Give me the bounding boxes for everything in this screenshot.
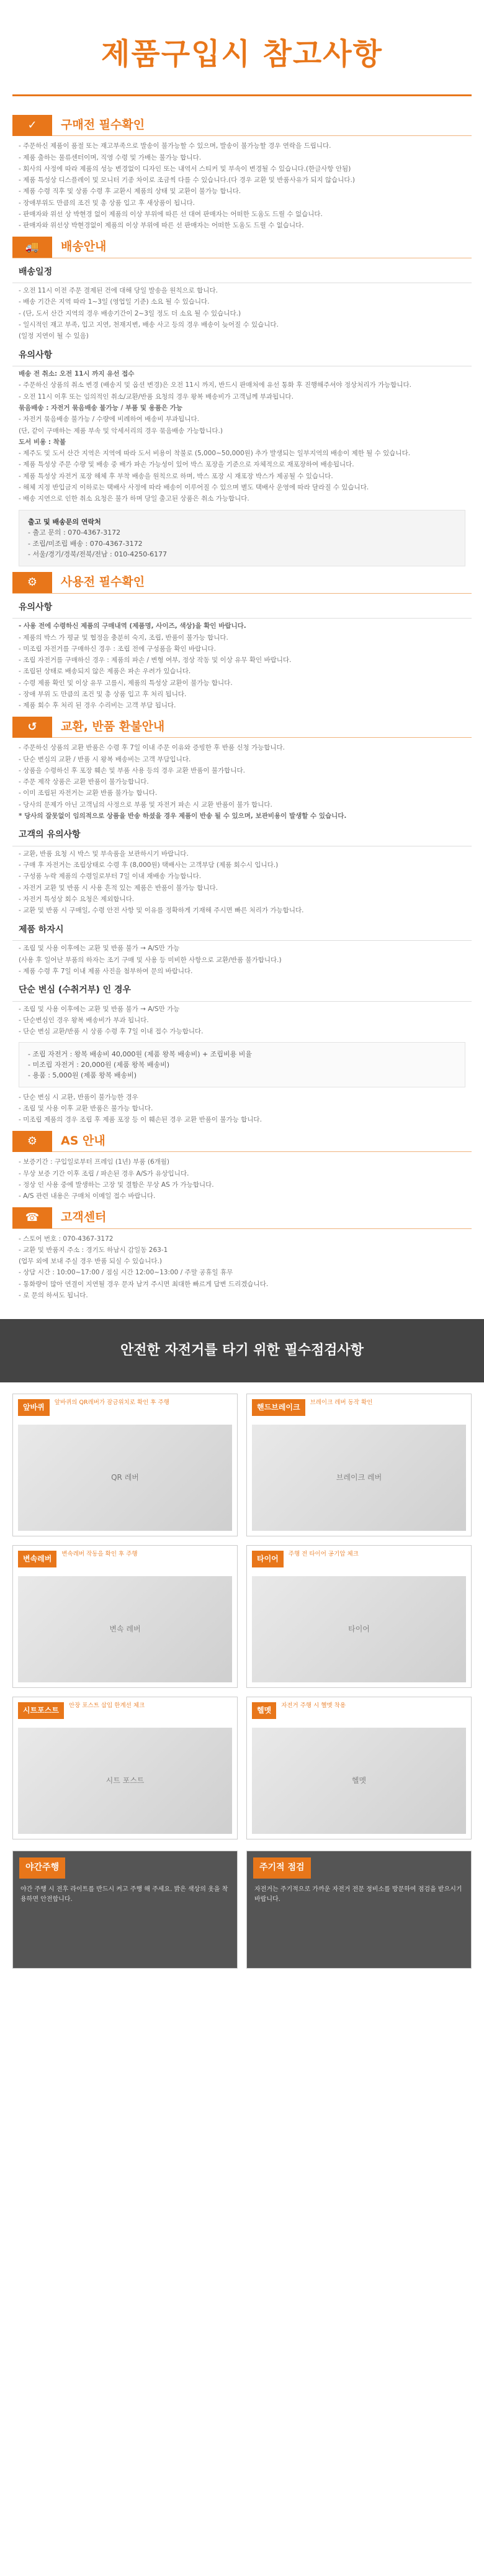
shifter-image xyxy=(18,1576,232,1682)
cost-box xyxy=(19,1042,465,1087)
card-desc: 앞바퀴의 QR레버가 잠금위치로 확인 후 주행 xyxy=(54,1399,169,1407)
check-icon: ✓ xyxy=(12,115,52,136)
subsection-title: 배송일정 xyxy=(19,266,53,277)
list-item: - 주문하신 상품의 교환 반품은 수령 후 7일 이내 주문 이유와 증빙한 후 반품 신청 가능합니다. xyxy=(19,744,285,752)
list-item: - 제품 출하는 물류센터이며, 직영 수령 및 가배는 불가능 합니다. xyxy=(19,153,202,161)
card-title: 야간주행 xyxy=(19,1857,65,1879)
exchange-defect-list xyxy=(12,940,472,976)
list-item: - 단순 변심의 교환 / 반품 시 왕복 배송비는 고객 부담입니다. xyxy=(19,755,191,763)
section-header xyxy=(12,1208,472,1229)
list-item: - 제품 수령 후 7일 이내 제품 사진을 첨부하여 문의 바랍니다. xyxy=(19,967,193,975)
list-item: - 제품 특성상 주문 수량 및 배송 중 배가 파손 가능성이 있어 박스 포장을 기준으로 자체적으로 재포장하여 배송됩니다. xyxy=(19,461,354,469)
section-title: AS 안내 xyxy=(61,1134,105,1148)
regular-check-card xyxy=(246,1851,472,1969)
list-item: - 주문하신 상품의 취소 변경 (배송지 및 옵션 변경)은 오전 11시 까지, 반드시 판매처에 유선 통화 후 진행해주셔야 정상처리가 가능합니다. xyxy=(19,381,412,389)
section-as xyxy=(12,1131,472,1201)
list-item: - 일시적인 재고 부족, 입고 지연, 천재지변, 배송 사고 등의 경우 배송이 늦어질 수 있습니다. xyxy=(19,321,279,329)
section-header xyxy=(12,1131,472,1152)
exchange-final-list xyxy=(12,1092,472,1125)
section-center xyxy=(12,1208,472,1301)
exchange-note-list xyxy=(12,846,472,916)
seatpost-image xyxy=(18,1728,232,1834)
list-item: (사용 후 일어난 부품의 하자는 조기 구매 및 사용 등 미비한 사항으로 교환/반품 불가합니다.) xyxy=(19,956,282,964)
subsection-title: 유의사항 xyxy=(19,602,53,612)
cost-line: - 미조립 자전거 : 20,000원 (제품 왕복 배송비) xyxy=(28,1060,169,1069)
card-title: 주기적 점검 xyxy=(253,1857,311,1879)
subsection-title: 고객의 유의사항 xyxy=(19,830,81,840)
check-bottom xyxy=(0,1851,484,1981)
list-item: - 자전거 특성상 회수 요청은 제외합니다. xyxy=(19,896,135,904)
list-item: - 구성품 누락 제품의 수령일로부터 7일 이내 재배송 가능합니다. xyxy=(19,873,202,881)
warning-text: * 당사의 잘못없이 임의적으로 상품을 반송 하셨을 경우 제품이 반송 될 수 있으며, 보관비용이 발생할 수 있습니다. xyxy=(19,812,347,820)
subsection-title: 유의사항 xyxy=(19,350,53,360)
check-grid xyxy=(0,1382,484,1851)
list-item: (단, 같이 구매하는 제품 부속 및 악세서리의 경우 묶음배송 가능합니다.) xyxy=(19,427,223,435)
wrench-icon: ⚙ xyxy=(12,1131,52,1152)
exchange-simple-list xyxy=(12,1001,472,1037)
list-item: - 회사의 사정에 따라 제품의 성능 변경없이 디자인 또는 내역서 스티커 및 부속이 변경될 수 있습니다.(한글사항 안됨) xyxy=(19,165,351,173)
list-item: - 통화량이 많아 연결이 지연될 경우 문자 남겨 주시면 최대한 빠르게 답변 드리겠습니다. xyxy=(19,1280,269,1288)
image-label: 변속 레버 xyxy=(109,1625,141,1634)
image-label: 헬멧 xyxy=(351,1776,367,1785)
section-delivery xyxy=(12,237,472,566)
list-item: - A/S 관련 내용은 구매처 이메일 접수 바랍니다. xyxy=(19,1192,156,1200)
tire-image xyxy=(252,1576,466,1682)
list-item: - 미조립 제품의 경우 조립 후 제품 포장 등 이 훼손된 경우 교환 반품이 불가능 합니다. xyxy=(19,1116,262,1124)
list-item: - 정상 인 사용 중에 발생하는 고장 및 결함은 무상 AS 가 가능합니다. xyxy=(19,1181,214,1189)
section-purchase xyxy=(12,115,472,230)
title-box xyxy=(12,0,472,115)
list-item: - 자전거 묶음배송 불가능 / 수량에 비례하여 배송비 부과됩니다. xyxy=(19,415,199,424)
list-item: - 수령 제품 확인 및 이상 유무 고를시, 제품의 특성상 교환이 불가능 합니다. xyxy=(19,679,233,687)
list-item: - (단, 도서 산간 지역의 경우 배송기간이 2~3일 정도 더 소요 될 수 있습니다.) xyxy=(19,309,241,317)
contact-line: - 조립/미조립 배송 : 070-4367-3172 xyxy=(28,539,143,548)
list-item: - 판매자와 위선 상 박현경 없이 제품의 이상 부위에 따른 선 대여 판매자는 어떠한 도움도 드릴 수 없습니다. xyxy=(19,210,323,218)
cost-line: - 조립 자전거 : 왕복 배송비 40,000원 (제품 왕복 배송비) + 조립비용 비율 xyxy=(28,1050,252,1058)
list-item: - 상품을 수령하신 후 포장 훼손 및 부품 사용 등의 경우 교환 반품이 불가합니다. xyxy=(19,766,245,774)
card-tag: 타이어 xyxy=(252,1551,284,1567)
card-desc: 주행 전 타이어 공기압 체크 xyxy=(288,1551,359,1558)
list-item: - 구매 후 자전거는 조립상태로 수령 후 (8,000원) 택배사는 고객부담 (제품 회수시 입니다.) xyxy=(19,861,279,869)
list-item: - 제품 회수 후 처리 된 경우 수리비는 고객 부담 됩니다. xyxy=(19,702,176,710)
list-item: 도서 비용 : 착불 xyxy=(19,438,66,446)
list-item: - 스토어 번호 : 070-4367-3172 xyxy=(19,1235,114,1243)
contact-box xyxy=(19,510,465,566)
list-item: - 주문하신 제품이 품절 또는 재고부족으로 발송이 불가능할 수 있으며, 발송이 불가능할 경우 연락을 드립니다. xyxy=(19,142,331,150)
list-item: - 제품의 박스 가 평균 및 협정을 충분히 숙지, 조립, 반품이 불가능 합니다. xyxy=(19,633,228,642)
purchase-list xyxy=(12,141,472,230)
helmet-image xyxy=(252,1728,466,1834)
list-item: - 조립 및 사용 이후에는 교환 및 반품 불가 → A/S만 가능 xyxy=(19,945,180,953)
section-exchange xyxy=(12,717,472,1125)
image-label: 브레이크 레버 xyxy=(336,1473,382,1482)
subsection-title: 제품 하자시 xyxy=(19,924,64,935)
contact-title: 출고 및 배송문의 연락처 xyxy=(28,518,101,527)
list-item: - 오전 11시 이후 또는 임의적인 취소/교환/반품 요청의 경우 왕복 배송비가 고객님께 부과됩니다. xyxy=(19,392,294,401)
list-item: - 당사의 문제가 아닌 고객님의 사정으로 부품 및 자전거 파손 시 교환 반품이 불가 합니다. xyxy=(19,800,272,809)
section-header xyxy=(12,115,472,136)
list-item: - 오전 11시 이전 주문 결제된 건에 대해 당일 발송을 원칙으로 합니다. xyxy=(19,287,218,295)
list-item: 묶음배송 : 자전거 묶음배송 불가능 / 부품 및 용품은 가능 xyxy=(19,404,183,412)
section-header xyxy=(12,717,472,738)
title-divider xyxy=(12,94,472,96)
card-text: 야간 주행 시 전후 라이트를 반드시 켜고 주행 해 주세요. 밝은 색상의 옷을 착용하면 안전합니다. xyxy=(20,1885,228,1903)
card-desc: 브레이크 레버 동작 확인 xyxy=(310,1399,373,1407)
brake-image xyxy=(252,1425,466,1531)
list-item: - 보증기간 : 구입일로부터 프레임 (1년) 부품 (6개월) xyxy=(19,1158,170,1166)
list-item: - 자전거 교환 및 반품 시 사용 흔적 있는 제품은 반품이 불가능 합니다. xyxy=(19,884,218,892)
list-item: - 제품 특성상 디스플레이 및 모니터 기종 차이로 조금씩 다를 수 있습니다.(다 경우 교환 및 반품사유가 되지 않습니다.) xyxy=(19,176,355,184)
refresh-icon: ↺ xyxy=(12,717,52,738)
list-item: - 무상 보증 기간 이후 조립 / 파손된 경우 A/S가 유상입니다. xyxy=(19,1169,189,1177)
section-title: 고객센터 xyxy=(61,1210,107,1225)
list-item: - 판매자와 위선상 박현경없이 제품의 이상 부위에 따른 선 판매자는 어떠한 도움도 드릴 수 없습니다. xyxy=(19,222,304,230)
card-tag: 변속레버 xyxy=(18,1551,56,1567)
check-card-helmet xyxy=(246,1697,472,1839)
as-list xyxy=(12,1157,472,1201)
list-item: (업무 외에 보내 주실 경우 반품 되실 수 있습니다.) xyxy=(19,1258,162,1266)
safety-check-section xyxy=(0,1319,484,1981)
subsection-title: 단순 변심 (수취거부) 인 경우 xyxy=(19,985,132,995)
section-title: 배송안내 xyxy=(61,240,107,254)
phone-icon: ☎ xyxy=(12,1207,52,1228)
exchange-list xyxy=(12,743,472,821)
list-item: - 교환, 반품 요청 시 박스 및 부속품을 보관하시기 바랍니다. xyxy=(19,850,189,858)
truck-icon: 🚚 xyxy=(12,237,52,258)
list-item: - 장애 부위 도 만큼의 조건 및 총 상품 입고 후 처리 됩니다. xyxy=(19,690,187,698)
list-item: - 장애부위도 만큼의 조건 및 총 상품 입고 후 새상품이 됩니다. xyxy=(19,199,195,207)
image-label: 시트 포스트 xyxy=(105,1776,145,1785)
list-item: - 제주도 및 도서 산간 지역은 지역에 따라 도서 비용이 착불로 (5,000~50,000원) 추가 발생되는 일부지역의 배송이 제한 될 수 있습니다. xyxy=(19,450,411,458)
section-usage xyxy=(12,573,472,711)
page-title: 제품구입시 참고사항 xyxy=(101,37,383,71)
wheel-image xyxy=(18,1425,232,1531)
check-card-shifter xyxy=(12,1545,238,1688)
list-item: - 단순 변심 시 교환, 반품이 불가능한 경우 xyxy=(19,1093,138,1101)
card-text: 자전거는 주기적으로 가까운 자전거 전문 정비소를 방문하여 점검을 받으시기 바랍니다. xyxy=(254,1885,462,1903)
list-item: - 단순변심인 경우 왕복 배송비가 부과 됩니다. xyxy=(19,1016,149,1024)
list-item: - 교환 및 반품 시 구매일, 수령 안전 사항 및 이유를 정확하게 기재해 주시면 빠른 처리가 가능합니다. xyxy=(19,907,304,915)
cost-line: - 용품 : 5,000원 (제품 왕복 배송비) xyxy=(28,1071,137,1079)
list-item: (일정 지연이 될 수 있음) xyxy=(19,332,89,340)
image-label: 타이어 xyxy=(348,1625,370,1634)
list-item: - 교환 및 반품지 주소 : 경기도 하남시 감일동 263-1 xyxy=(19,1246,168,1254)
check-card-seatpost xyxy=(12,1697,238,1839)
contact-line: - 출고 문의 : 070-4367-3172 xyxy=(28,528,121,537)
section-header xyxy=(12,237,472,258)
list-item: - 제품 특성상 자전거 포장 해체 후 부착 배송을 원칙으로 하며, 박스 포장 시 재포장 박스가 제공될 수 있습니다. xyxy=(19,472,333,480)
card-tag: 시트포스트 xyxy=(18,1702,64,1719)
card-desc: 변속레버 작동을 확인 후 주행 xyxy=(61,1551,138,1558)
list-item: - 로 문의 하셔도 됩니다. xyxy=(19,1291,88,1299)
list-item: - 배송 기간은 지역 따라 1~3일 (영업일 기준) 소요 될 수 있습니다. xyxy=(19,298,210,306)
gear-icon: ⚙ xyxy=(12,572,52,593)
list-item: - 조립 및 사용 이후에는 교환 및 반품 불가 → A/S만 가능 xyxy=(19,1005,180,1013)
image-label: QR 레버 xyxy=(111,1473,139,1482)
delivery-info-list xyxy=(12,283,472,341)
contact-line: - 서울/경기/경북/전북/전남 : 010-4250-6177 xyxy=(28,550,168,558)
night-riding-card xyxy=(12,1851,238,1969)
list-item: - 단순 변심 교환/반품 시 상품 수령 후 7일 이내 접수 가능합니다. xyxy=(19,1028,204,1036)
list-item: - 조립된 상태로 배송되지 않은 제품은 파손 우려가 있습니다. xyxy=(19,668,191,676)
card-tag: 앞바퀴 xyxy=(18,1399,50,1416)
section-header xyxy=(12,573,472,594)
card-desc: 안장 포스트 삽입 한계선 체크 xyxy=(68,1702,145,1710)
list-item: 배송 전 취소: 오전 11시 까지 유선 접수 xyxy=(19,370,135,378)
list-item: - 해체 지정 반입금지 이하로는 택배사 사정에 따라 배송이 이루어질 수 있으며 별도 택배사 운영에 따라 달라질 수 있습니다. xyxy=(19,483,369,491)
list-item: - 조립 및 사용 이후 교환 반품은 불가능 합니다. xyxy=(19,1104,153,1112)
list-item: - 제품 수령 직후 및 상품 수령 후 교환시 제품의 상태 및 교환이 불가능 합니다. xyxy=(19,188,241,196)
card-desc: 자전거 주행 시 헬멧 착용 xyxy=(281,1702,346,1710)
list-item: - 조립 자전거를 구매하신 경우 : 제품의 파손 / 변형 여부, 정상 작동 및 이상 유무 확인 바랍니다. xyxy=(19,656,292,664)
usage-list xyxy=(12,618,472,710)
section-title: 사용전 필수확인 xyxy=(61,575,145,589)
list-item: - 상담 시간 : 10:00~17:00 / 점심 시간 12:00~13:00 / 주말 공휴일 휴무 xyxy=(19,1269,233,1277)
section-title: 교환, 반품 환불안내 xyxy=(61,720,165,734)
section-title: 구매전 필수확인 xyxy=(61,118,145,132)
list-item: - 이미 조립된 자전거는 교환 반품 불가능 합니다. xyxy=(19,789,158,797)
list-item: - 주문 제작 상품은 교환 반품이 불가능합니다. xyxy=(19,778,149,786)
check-card-front-wheel xyxy=(12,1394,238,1536)
list-item: - 사용 전에 수령하신 제품의 구매내역 (제품명, 사이즈, 색상)을 확인 바랍니다. xyxy=(19,622,246,630)
list-item: - 배송 지연으로 인한 취소 요청은 불가 하며 당일 출고된 상품은 취소 가능합니다. xyxy=(19,495,249,503)
check-card-tire xyxy=(246,1545,472,1688)
check-card-brake xyxy=(246,1394,472,1536)
delivery-notice-list xyxy=(12,366,472,504)
list-item: - 미조립 자전거를 구매하신 경우 : 조립 전에 구성품을 확인 바랍니다. xyxy=(19,645,216,653)
card-tag: 헬멧 xyxy=(252,1702,276,1719)
center-list xyxy=(12,1234,472,1301)
safety-check-title: 안전한 자전거를 타기 위한 필수점검사항 xyxy=(0,1319,484,1382)
card-tag: 핸드브레이크 xyxy=(252,1399,305,1416)
